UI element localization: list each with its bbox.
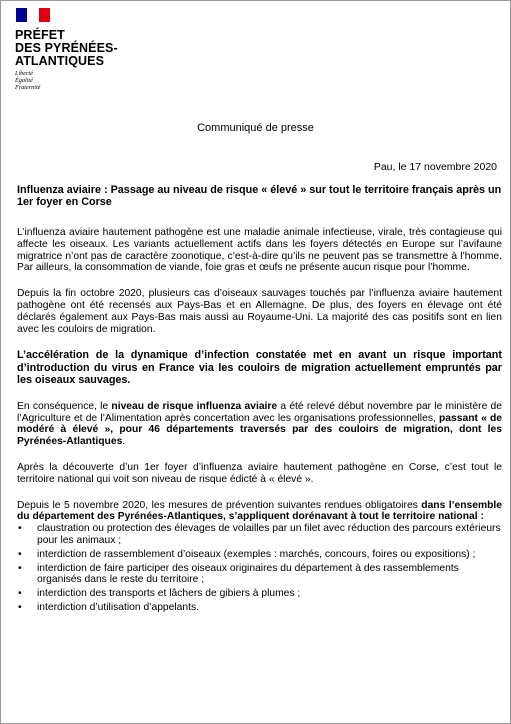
text-run: En conséquence, le	[17, 400, 112, 412]
document-date: Pau, le 17 novembre 2020	[373, 161, 497, 173]
press-release-title: Influenza aviaire : Passage au niveau de risque « élevé » sur tout le territoire français après un 1er foyer en Corse	[17, 184, 502, 208]
text-run: .	[122, 436, 126, 448]
republic-motto	[15, 70, 118, 91]
paragraph-european-cases: Depuis la fin octobre 2020, plusieurs cas d’oiseaux sauvages touchés par l’influenza aviaire hautement pathogène ont été recensés aux Pays-Bas et en Allemagne. De plus, des foyers en élevage ont été déclarés également aux Pays-Bas mais aussi au Royaume-Uni. La majorité des cas positifs sont en lien avec les couloirs de migration.	[17, 288, 502, 335]
prefecture-name-line: DES PYRÉNÉES-	[15, 41, 118, 55]
prefecture-name-line: PRÉFET	[15, 28, 65, 42]
document-body	[17, 184, 502, 616]
paragraph-risk-level-raised	[17, 401, 502, 448]
flag-red-band	[39, 8, 50, 22]
prefecture-logo-block	[15, 8, 118, 91]
prefecture-name	[15, 29, 118, 68]
paragraph-risk-highlight: L’accélération de la dynamique d’infection constatée met en avant un risque important d’introduction du virus en France via les couloirs de migration actuellement empruntés par les oiseaux sauvages.	[17, 349, 502, 387]
motto-line: Fraternité	[15, 84, 41, 91]
list-item: • claustration ou protection des élevages de volailles par un filet avec réduction des parcours extérieurs pour les animaux ;	[37, 523, 502, 547]
motto-line: Liberté	[15, 70, 33, 77]
french-flag-icon	[16, 8, 50, 22]
paragraph-corsica-outbreak: Après la découverte d’un 1er foyer d’influenza aviaire hautement pathogène en Corse, c’est tout le territoire national qui voit son niveau de risque édicté à « élevé ».	[17, 462, 502, 485]
text-run-bold: niveau de risque influenza aviaire	[111, 400, 278, 412]
prefecture-name-line: ATLANTIQUES	[15, 54, 105, 68]
text-run-bold: dans l’ensemble du département des Pyrénées-Atlantiques, s’appliquent dorénavant à tout le territoire national :	[17, 499, 502, 523]
text-run: Depuis le 5 novembre 2020, les mesures de prévention suivantes rendues obligatoires	[17, 499, 422, 511]
motto-line: Égalité	[15, 77, 33, 84]
flag-blue-band	[16, 8, 27, 22]
paragraph-measures-intro	[17, 500, 502, 524]
list-item: • interdiction de faire participer des oiseaux originaires du département à des rassemblements organisés dans le reste du territoire ;	[37, 563, 502, 587]
list-item: • interdiction des transports et lâchers de gibiers à plumes ;	[37, 588, 502, 600]
flag-white-band	[27, 8, 38, 22]
paragraph-disease-description: L’influenza aviaire hautement pathogène est une maladie animale infectieuse, virale, très contagieuse qui affecte les oiseaux. Les variants actuellement actifs dans les foyers détectés en Europe sur l’avifaune migratrice n’ont pas de caractère zoonotique, c’est-à-dire qu’ils ne peuvent pas se transmettre à l’homme. Par ailleurs, la consommation de viande, foie gras et œufs ne présente aucun risque pour l’homme.	[17, 227, 502, 274]
list-item: • interdiction de rassemblement d’oiseaux (exemples : marchés, concours, foires ou expositions) ;	[37, 549, 502, 561]
text-run: a été relevé début novembre par le ministère de l’Agriculture et de l’Alimentation après concertation avec les organisations professionnelles,	[17, 400, 502, 424]
text-run-bold: passant « de modéré à élevé », pour 46 départements traversés par des couloirs de migration, dont les Pyrénées-Atlantiques	[17, 412, 502, 448]
document-type: Communiqué de presse	[197, 122, 314, 134]
list-item: • interdiction d’utilisation d’appelants.	[37, 602, 502, 614]
measures-list	[17, 523, 502, 614]
